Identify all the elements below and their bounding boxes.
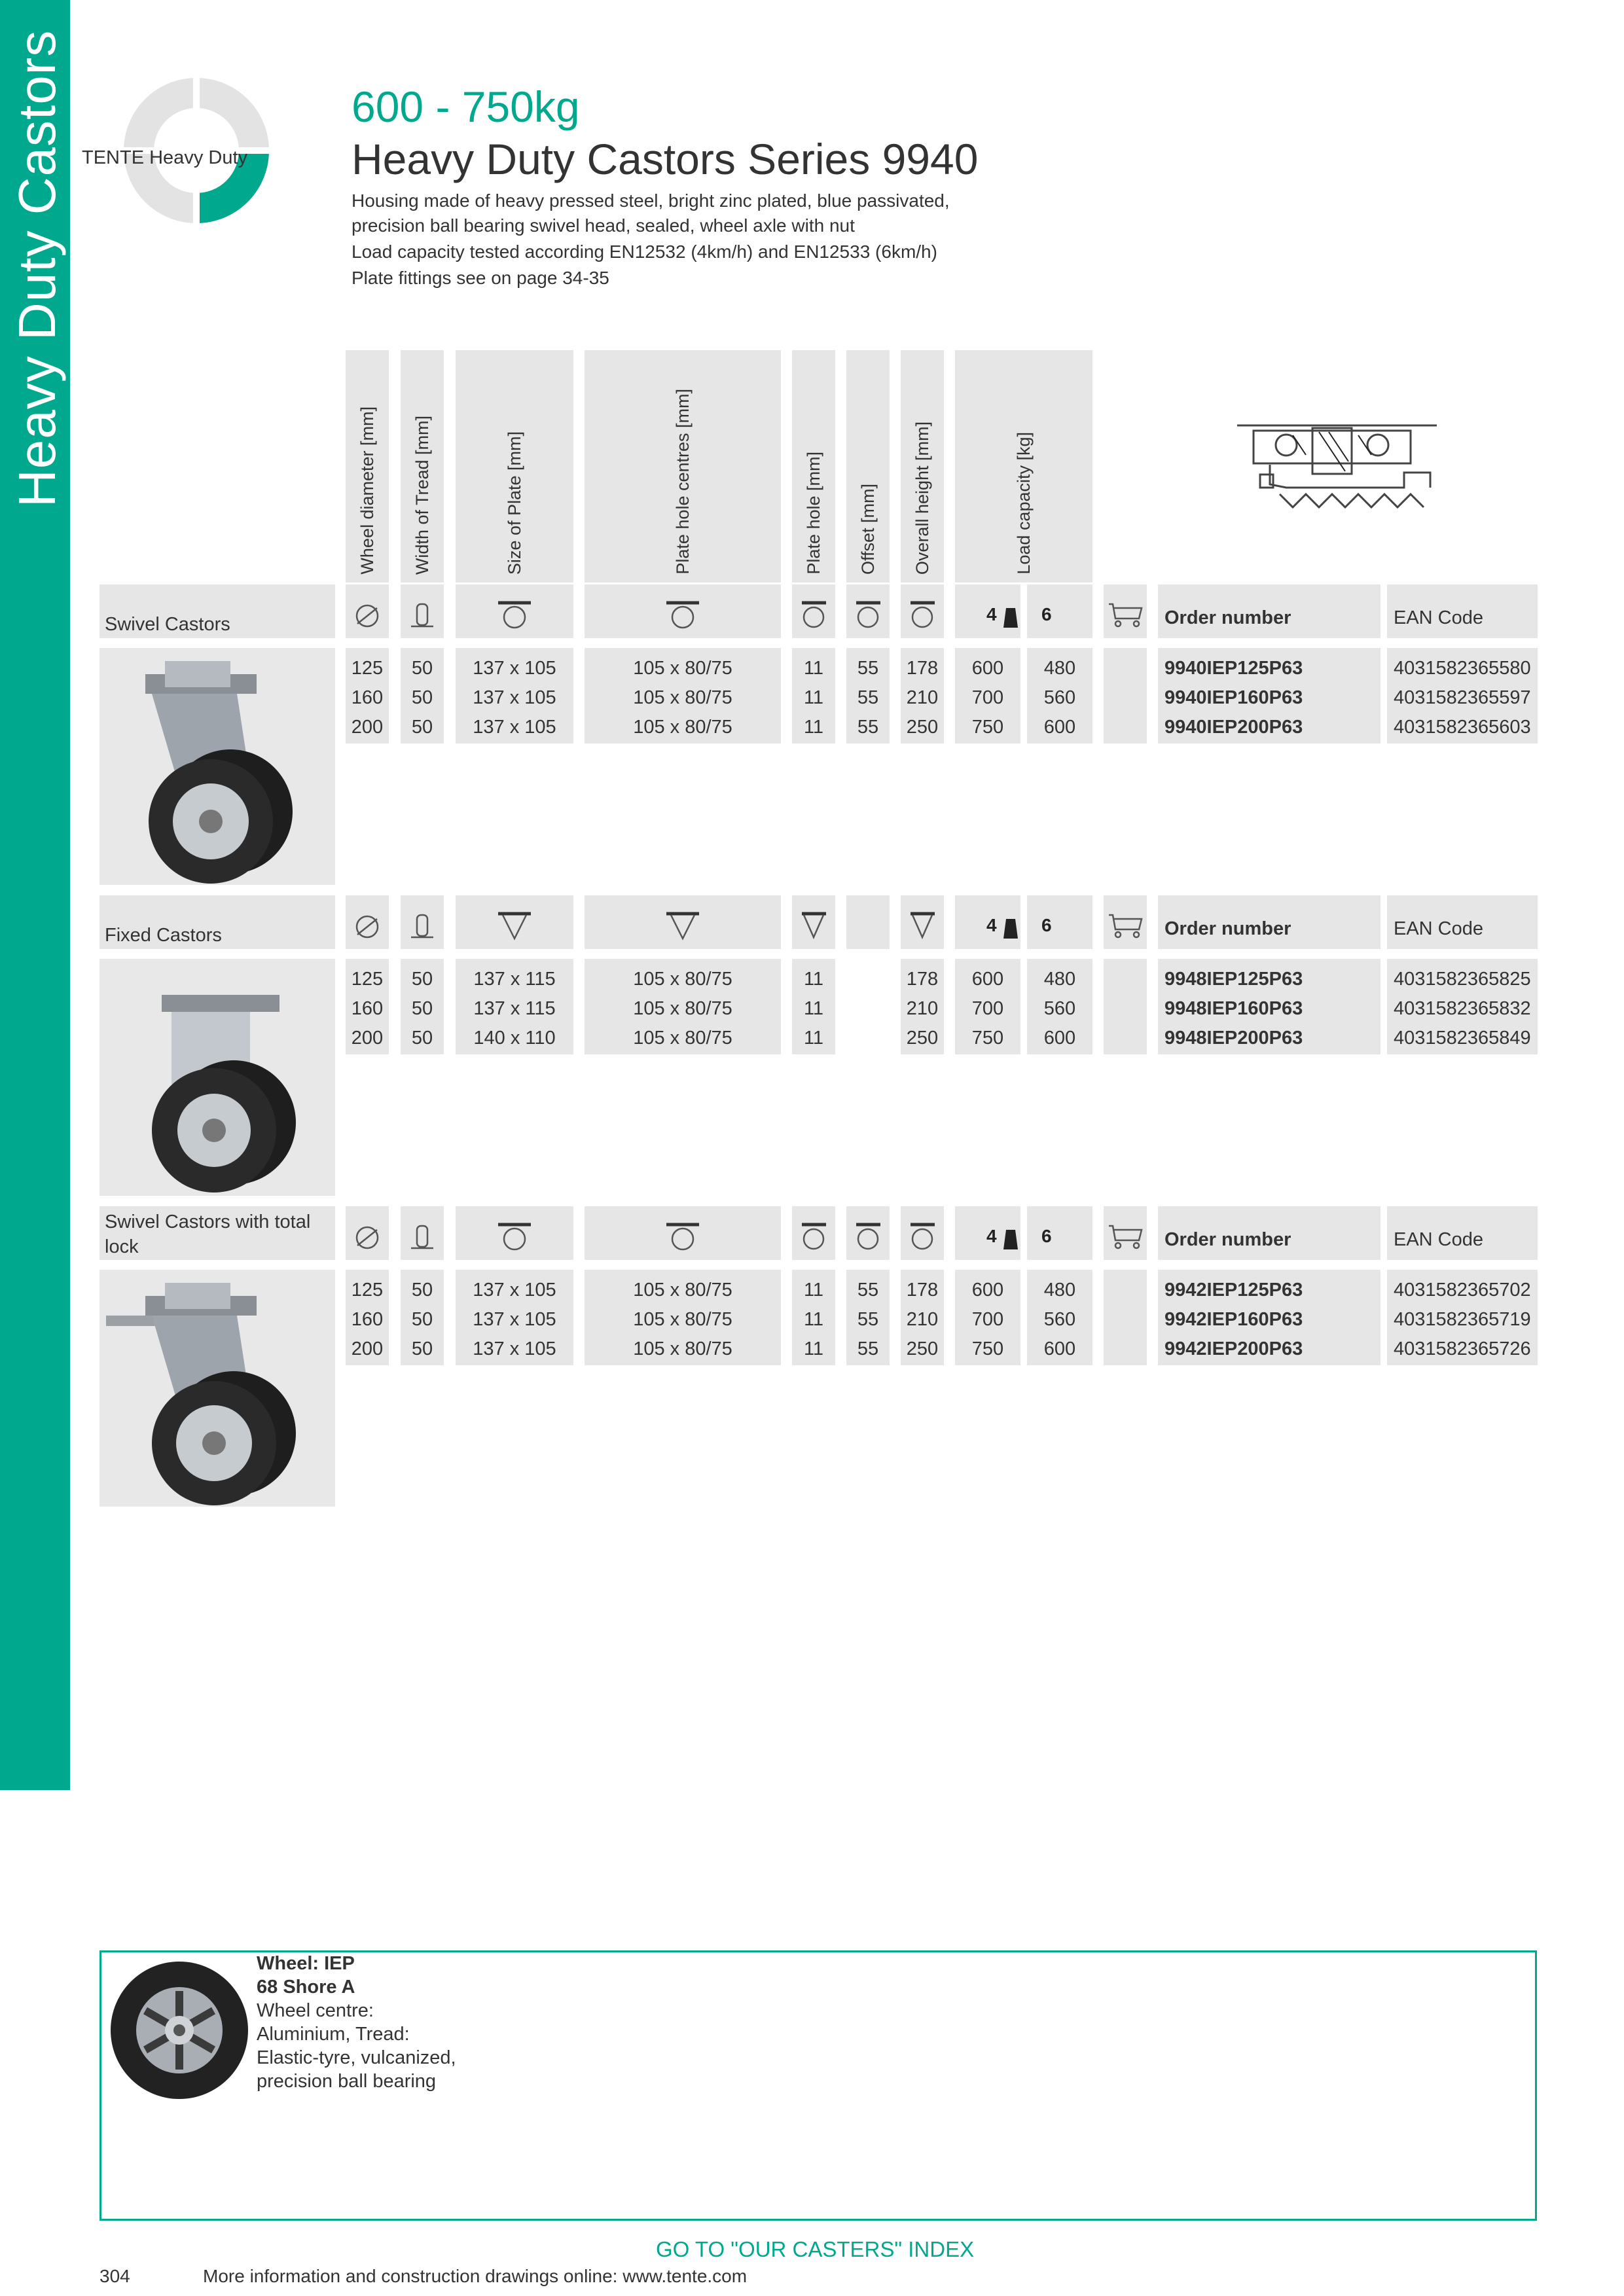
brand-label: TENTE Heavy Duty	[82, 147, 247, 168]
cell-load-4: 600	[971, 969, 1004, 990]
cell-ean: 4031582365726	[1394, 1338, 1531, 1359]
hole-centres-icon-cell	[585, 584, 781, 638]
cell-height: 250	[906, 1338, 939, 1359]
cell-height: 178	[906, 969, 939, 990]
cell-plate: 137 x 115	[473, 998, 556, 1019]
trolley-icon-cell	[1104, 584, 1147, 638]
tread-width-icon-cell	[401, 895, 444, 949]
casters-index-link[interactable]: GO TO "OUR CASTERS" INDEX	[656, 2237, 975, 2261]
cell-hole: 11	[803, 1280, 824, 1300]
cell-ean: 4031582365825	[1394, 969, 1531, 990]
wheel-diameter-icon-cell	[346, 584, 389, 638]
wheel-diameter-icon-cell	[346, 1206, 389, 1260]
cell-holes: 105 x 80/75	[633, 1028, 732, 1049]
cell-offset: 55	[857, 1309, 879, 1330]
offset-icon-cell	[846, 584, 890, 638]
cell-diameter: 160	[351, 687, 384, 708]
col-header-overall-height: Overall height [mm]	[901, 350, 944, 583]
overall-height-icon	[901, 895, 944, 949]
cell-plate: 137 x 105	[473, 1338, 556, 1359]
speed-6-label: 6	[1041, 915, 1052, 935]
speed-4-icon-cell	[955, 1206, 1020, 1260]
hole-centres-icon	[585, 895, 781, 949]
cell-height: 178	[906, 1280, 939, 1300]
plate-size-icon	[456, 584, 573, 638]
cell-hole: 11	[803, 717, 824, 738]
section-label: Swivel Castors	[105, 614, 230, 635]
cell-order-number[interactable]: 9948IEP200P63	[1164, 1028, 1303, 1049]
col-bg	[1104, 648, 1147, 744]
trolley-icon	[1104, 1206, 1147, 1260]
cell-order-number[interactable]: 9948IEP125P63	[1164, 969, 1303, 990]
cell-plate: 137 x 105	[473, 1309, 556, 1330]
cell-tread: 50	[411, 998, 433, 1019]
cell-diameter: 125	[351, 969, 384, 990]
cell-ean: 4031582365580	[1394, 658, 1531, 679]
weight-icon	[1002, 918, 1019, 940]
cell-hole: 11	[803, 687, 824, 708]
overall-height-icon-cell	[901, 584, 944, 638]
cell-tread: 50	[411, 969, 433, 990]
cell-ean: 4031582365702	[1394, 1280, 1531, 1300]
speed-4-icon-cell	[955, 584, 1020, 638]
speed-4-label: 4	[986, 1226, 997, 1246]
cell-ean: 4031582365832	[1394, 998, 1531, 1019]
col-bg	[1104, 959, 1147, 1054]
speed-4-label: 4	[986, 604, 997, 624]
plate-size-icon-cell	[456, 1206, 573, 1260]
overall-height-icon	[901, 1206, 944, 1260]
cell-order-number[interactable]: 9940IEP160P63	[1164, 687, 1303, 708]
cell-offset: 55	[857, 1280, 879, 1300]
cell-diameter: 160	[351, 998, 384, 1019]
plate-hole-icon-cell	[792, 584, 835, 638]
order-number-header: Order number	[1164, 607, 1291, 628]
cell-tread: 50	[411, 1280, 433, 1300]
cell-diameter: 200	[351, 1028, 384, 1049]
cell-offset: 55	[857, 658, 879, 679]
sidebar-title: Heavy Duty Castors	[8, 29, 66, 507]
order-number-header-cell	[1158, 1206, 1380, 1260]
col-header-hole-centres: Plate hole centres [mm]	[585, 350, 781, 583]
cell-load-6: 480	[1043, 658, 1076, 679]
wheel-hardness: 68 Shore A	[257, 1977, 355, 1998]
cell-ean: 4031582365597	[1394, 687, 1531, 708]
overall-height-icon-cell	[901, 895, 944, 949]
cell-order-number[interactable]: 9942IEP160P63	[1164, 1309, 1303, 1330]
cell-tread: 50	[411, 1309, 433, 1330]
cell-load-6: 600	[1043, 717, 1076, 738]
section-label: Swivel Castors with total lock	[105, 1211, 311, 1257]
wheel-desc-line: precision ball bearing	[257, 2071, 437, 2092]
cell-hole: 11	[803, 998, 824, 1019]
ean-header-cell	[1387, 895, 1538, 949]
cell-hole: 11	[803, 1028, 824, 1049]
cell-diameter: 200	[351, 717, 384, 738]
cell-holes: 105 x 80/75	[633, 717, 732, 738]
cell-plate: 137 x 105	[473, 658, 556, 679]
cell-load-6: 600	[1043, 1338, 1076, 1359]
trolley-icon-cell	[1104, 1206, 1147, 1260]
wheel-diameter-icon	[346, 1206, 389, 1260]
cell-load-6: 560	[1043, 998, 1076, 1019]
speed-4-label: 4	[986, 915, 997, 935]
col-header-load-capacity: Load capacity [kg]	[955, 350, 1092, 583]
cell-height: 210	[906, 998, 939, 1019]
cell-plate: 137 x 105	[473, 1280, 556, 1300]
cell-diameter: 200	[351, 1338, 384, 1359]
speed-6-label: 6	[1041, 604, 1052, 624]
cell-holes: 105 x 80/75	[633, 1280, 732, 1300]
hole-centres-icon	[585, 1206, 781, 1260]
cell-load-6: 560	[1043, 687, 1076, 708]
wheel-title: Wheel: IEP	[257, 1953, 355, 1974]
overall-height-icon-cell	[901, 1206, 944, 1260]
trolley-icon	[1104, 584, 1147, 638]
wheel-diameter-icon-cell	[346, 895, 389, 949]
plate-hole-icon	[792, 895, 835, 949]
wheel-iep-image	[106, 1957, 253, 2104]
overall-height-icon	[901, 584, 944, 638]
cell-holes: 105 x 80/75	[633, 998, 732, 1019]
cell-holes: 105 x 80/75	[633, 658, 732, 679]
cell-tread: 50	[411, 1338, 433, 1359]
cell-load-4: 600	[971, 658, 1004, 679]
cell-hole: 11	[803, 1309, 824, 1330]
ean-header: EAN Code	[1394, 607, 1484, 628]
plate-hole-icon-cell	[792, 895, 835, 949]
hole-centres-icon	[585, 584, 781, 638]
cell-plate: 137 x 115	[473, 969, 556, 990]
cell-diameter: 125	[351, 658, 384, 679]
order-number-header: Order number	[1164, 1229, 1291, 1250]
order-number-header-cell	[1158, 895, 1380, 949]
cell-height: 250	[906, 717, 939, 738]
cell-order-number[interactable]: 9942IEP125P63	[1164, 1280, 1303, 1300]
description-line: Plate fittings see on page 34-35	[352, 268, 609, 288]
plate-size-icon	[456, 1206, 573, 1260]
speed-6-icon-cell	[1027, 895, 1092, 949]
construction-drawing-icon	[1234, 412, 1450, 517]
tread-width-icon	[401, 895, 444, 949]
offset-icon-cell	[846, 1206, 890, 1260]
tread-width-icon	[401, 1206, 444, 1260]
cell-plate: 137 x 105	[473, 687, 556, 708]
description-line: Housing made of heavy pressed steel, bright zinc plated, blue passivated,	[352, 190, 950, 211]
speed-4-icon-cell	[955, 895, 1020, 949]
cell-offset: 55	[857, 1338, 879, 1359]
order-number-header-cell	[1158, 584, 1380, 638]
swivel-castor-photo	[99, 648, 335, 885]
ean-header: EAN Code	[1394, 1229, 1484, 1250]
cell-ean: 4031582365603	[1394, 717, 1531, 738]
hole-centres-icon-cell	[585, 1206, 781, 1260]
offset-icon	[846, 584, 890, 638]
speed-6-icon-cell	[1027, 584, 1092, 638]
cell-holes: 105 x 80/75	[633, 1309, 732, 1330]
speed-6-icon-cell	[1027, 1206, 1092, 1260]
cell-tread: 50	[411, 658, 433, 679]
cell-holes: 105 x 80/75	[633, 687, 732, 708]
cell-ean: 4031582365719	[1394, 1309, 1531, 1330]
description-line: precision ball bearing swivel head, sealed, wheel axle with nut	[352, 215, 855, 236]
cell-diameter: 160	[351, 1309, 384, 1330]
cell-load-4: 700	[971, 1309, 1004, 1330]
cell-height: 210	[906, 1309, 939, 1330]
cell-load-4: 700	[971, 998, 1004, 1019]
plate-size-icon-cell	[456, 584, 573, 638]
wheel-diameter-icon	[346, 584, 389, 638]
cell-tread: 50	[411, 1028, 433, 1049]
weight-icon	[1002, 607, 1019, 629]
cell-load-6: 480	[1043, 969, 1076, 990]
wheel-desc-line: Wheel centre:	[257, 2000, 374, 2021]
order-number-header: Order number	[1164, 918, 1291, 939]
page-number: 304	[99, 2266, 130, 2286]
trolley-icon-cell	[1104, 895, 1147, 949]
col-header-plate-hole: Plate hole [mm]	[792, 350, 835, 583]
swivel-lock-castor-photo	[99, 1270, 335, 1507]
cell-hole: 11	[803, 969, 824, 990]
plate-hole-icon	[792, 1206, 835, 1260]
tread-width-icon	[401, 584, 444, 638]
ean-header-cell	[1387, 1206, 1538, 1260]
hole-centres-icon-cell	[585, 895, 781, 949]
cell-ean: 4031582365849	[1394, 1028, 1531, 1049]
cell-order-number[interactable]: 9940IEP125P63	[1164, 658, 1303, 679]
col-header-tread-width: Width of Tread [mm]	[401, 350, 444, 583]
plate-size-icon	[456, 895, 573, 949]
cell-tread: 50	[411, 717, 433, 738]
offset-icon	[846, 1206, 890, 1260]
cell-offset: 55	[857, 687, 879, 708]
cell-holes: 105 x 80/75	[633, 1338, 732, 1359]
cell-load-6: 480	[1043, 1280, 1076, 1300]
cell-load-4: 750	[971, 1338, 1004, 1359]
cell-plate: 137 x 105	[473, 717, 556, 738]
cell-height: 210	[906, 687, 939, 708]
cell-height: 178	[906, 658, 939, 679]
cell-load-4: 750	[971, 1028, 1004, 1049]
cell-order-number[interactable]: 9940IEP200P63	[1164, 717, 1303, 738]
col-bg	[1104, 1270, 1147, 1365]
tread-width-icon-cell	[401, 584, 444, 638]
wheel-diameter-icon	[346, 895, 389, 949]
footer-info: More information and construction drawings online: www.tente.com	[203, 2266, 748, 2286]
plate-size-icon-cell	[456, 895, 573, 949]
col-header-wheel-diameter: Wheel diameter [mm]	[346, 350, 389, 583]
cell-offset: 55	[857, 717, 879, 738]
cell-plate: 140 x 110	[473, 1028, 556, 1049]
trolley-icon	[1104, 895, 1147, 949]
cell-order-number[interactable]: 9942IEP200P63	[1164, 1338, 1303, 1359]
cell-order-number[interactable]: 9948IEP160P63	[1164, 998, 1303, 1019]
wheel-desc-line: Elastic-tyre, vulcanized,	[257, 2047, 456, 2068]
plate-hole-icon-cell	[792, 1206, 835, 1260]
cell-holes: 105 x 80/75	[633, 969, 732, 990]
col-header-plate-size: Size of Plate [mm]	[456, 350, 573, 583]
cell-load-6: 560	[1043, 1309, 1076, 1330]
wheel-desc-line: Aluminium, Tread:	[257, 2024, 410, 2045]
cell-load-4: 700	[971, 687, 1004, 708]
plate-hole-icon	[792, 584, 835, 638]
cell-height: 250	[906, 1028, 939, 1049]
cell-hole: 11	[803, 658, 824, 679]
cell-load-4: 750	[971, 717, 1004, 738]
cell-diameter: 125	[351, 1280, 384, 1300]
series-title: Heavy Duty Castors Series 9940	[352, 135, 979, 183]
section-label: Fixed Castors	[105, 925, 222, 946]
cell-tread: 50	[411, 687, 433, 708]
cell-load-4: 600	[971, 1280, 1004, 1300]
description-line: Load capacity tested according EN12532 (4km/h) and EN12533 (6km/h)	[352, 242, 937, 262]
offset-icon-cell	[846, 895, 890, 949]
ean-header: EAN Code	[1394, 918, 1484, 939]
ean-header-cell	[1387, 584, 1538, 638]
speed-6-label: 6	[1041, 1226, 1052, 1246]
weight-icon	[1002, 1229, 1019, 1251]
cell-hole: 11	[803, 1338, 824, 1359]
col-header-offset: Offset [mm]	[846, 350, 890, 583]
weight-range-heading: 600 - 750kg	[352, 82, 580, 131]
tread-width-icon-cell	[401, 1206, 444, 1260]
cell-load-6: 600	[1043, 1028, 1076, 1049]
fixed-castor-photo	[99, 959, 335, 1196]
